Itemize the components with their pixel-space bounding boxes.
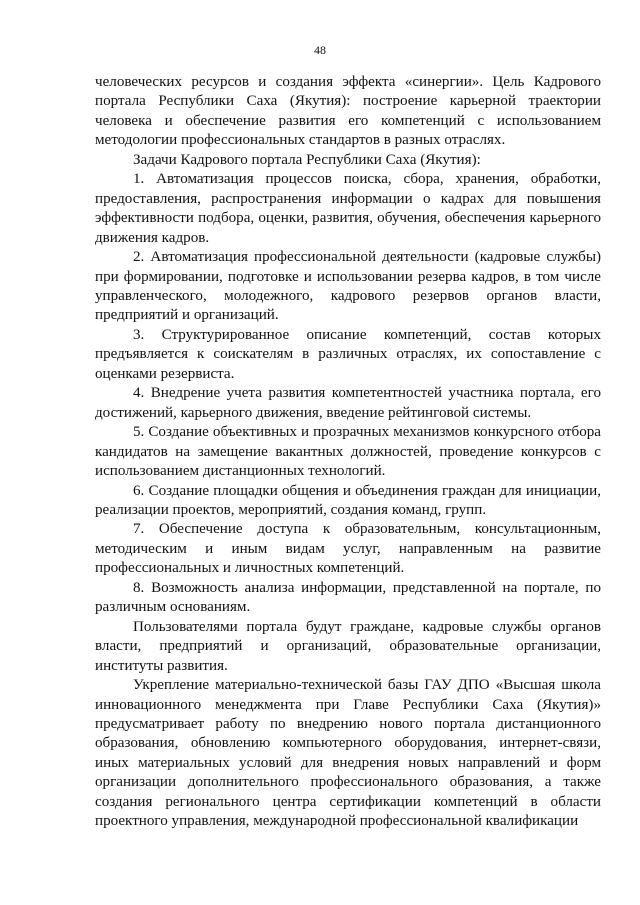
page-number: 48 bbox=[314, 43, 326, 57]
paragraph-task-2: 2. Автоматизация профессиональной деятельности (кадровые службы) при формировании, подготовке и использовании резерва кадров, в том числе управленческого, молодежного, кадрового резервов органов власти, предприятий и организаций. bbox=[95, 249, 601, 324]
paragraph-material-base: Укрепление материально-технической базы ГАУ ДПО «Высшая школа инновационного менеджмента при Главе Республики Саха (Якутия)» предусматривает работу по внедрению нового портала дистанционного образования, обновлению компьютерного оборудования, интернет-связи, иных материальных условий для внедрения новых направлений и форм организации дополнительного профессионального образования, а также создания регионального центра сертификации компетенций в области проектного управления, международной профессиональной квалификации bbox=[95, 677, 601, 830]
paragraph-task-8: 8. Возможность анализа информации, представленной на портале, по различным основаниям. bbox=[95, 579, 601, 616]
body-text bbox=[95, 73, 601, 832]
paragraph-portal-users: Пользователями портала будут граждане, кадровые службы органов власти, предприятий и организаций, образовательные организации, институты развития. bbox=[95, 618, 601, 674]
paragraph-task-3: 3. Структурированное описание компетенций, состав которых предъявляется к соискателям в различных отраслях, их сопоставление с оценками резервиста. bbox=[95, 326, 601, 382]
paragraph-task-7: 7. Обеспечение доступа к образовательным, консультационным, методическим и иным видам услуг, направленным на развитие профессиональных и личностных компетенций. bbox=[95, 521, 601, 577]
paragraph-task-4: 4. Внедрение учета развития компетентностей участника портала, его достижений, карьерного движения, введение рейтинговой системы. bbox=[95, 385, 601, 421]
paragraph-intro-continuation: человеческих ресурсов и создания эффекта «синергии». Цель Кадрового портала Республики Саха (Якутия): построение карьерной траектории человека и обеспечение развития его компетенций с использованием методологии профессиональных стандартов в разных отраслях. bbox=[95, 74, 601, 149]
paragraph-tasks-heading: Задачи Кадрового портала Республики Саха (Якутия): bbox=[133, 151, 481, 168]
paragraph-task-6: 6. Создание площадки общения и объединения граждан для инициации, реализации проектов, мероприятий, создания команд, групп. bbox=[95, 482, 601, 518]
paragraph-task-1: 1. Автоматизация процессов поиска, сбора, хранения, обработки, предоставления, распространения информации о кадрах для повышения эффективности подбора, оценки, развития, обучения, обеспечения карьерного движения кадров. bbox=[95, 171, 601, 246]
paragraph-task-5: 5. Создание объективных и прозрачных механизмов конкурсного отбора кандидатов на замещение вакантных должностей, проведение конкурсов с использованием дистанционных технологий. bbox=[95, 424, 601, 480]
